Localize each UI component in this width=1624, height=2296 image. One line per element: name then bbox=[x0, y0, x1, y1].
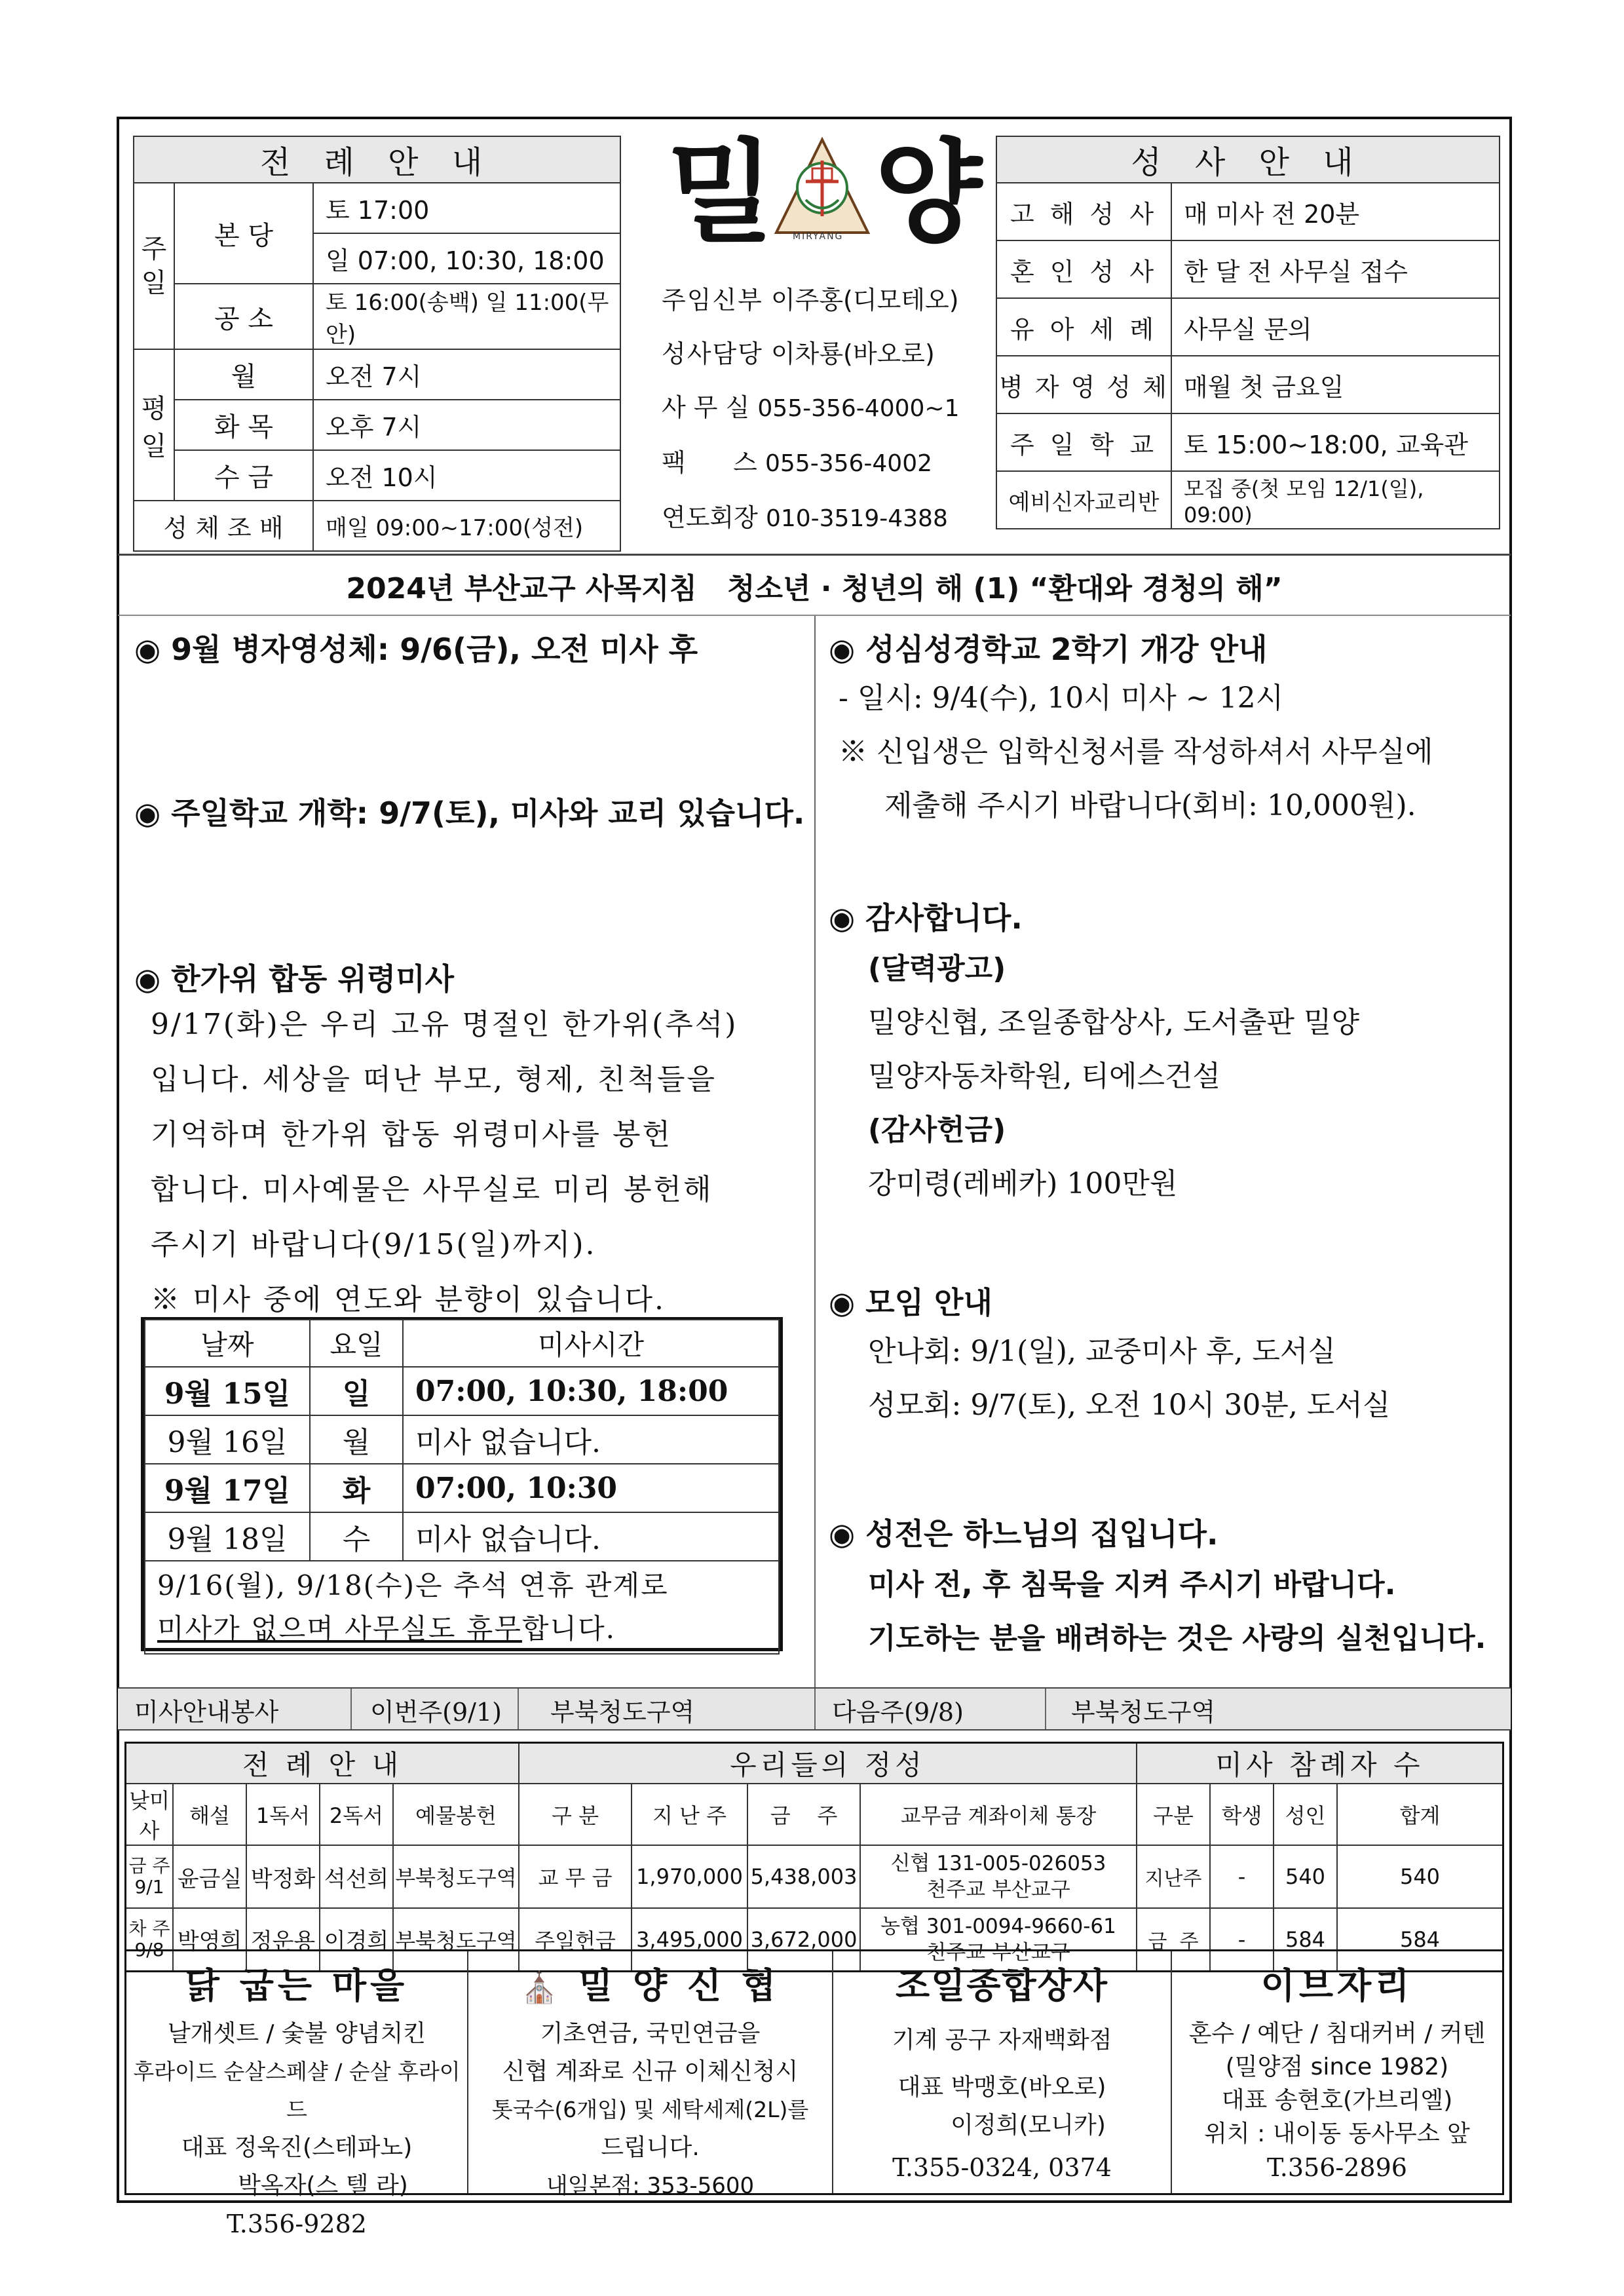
usher-this-week-label: 이번주(9/1) bbox=[370, 1698, 502, 1727]
ad-credit-union-line4: 드립니다. bbox=[601, 2134, 700, 2161]
meetings-line2: 성모회: 9/7(토), 오전 10시 30분, 도서실 bbox=[868, 1388, 1391, 1422]
ad-chicken-line4: 박옥자(스 텔 라) bbox=[238, 2172, 408, 2199]
sacrament-value-baptism: 사무실 문의 bbox=[1171, 298, 1500, 356]
sacrament-value-confession: 매 미사 전 20분 bbox=[1171, 183, 1500, 240]
row2-adults: 584 bbox=[1274, 1908, 1337, 1971]
ad-joil-phone: T.355-0324, 0374 bbox=[892, 2153, 1112, 2182]
pastor-row bbox=[662, 273, 1002, 327]
notice-church-title: ◉ 성전은 하느님의 집입니다. bbox=[829, 1516, 1218, 1552]
usher-next-week-label: 다음주(9/8) bbox=[832, 1698, 964, 1727]
usher-next-week: 부북청도구역 bbox=[1071, 1698, 1216, 1727]
row1-last-week: 1,970,000 bbox=[632, 1845, 747, 1908]
row1-category: 교 무 금 bbox=[519, 1845, 632, 1908]
row1-day: 금 주 9/1 bbox=[126, 1845, 174, 1908]
row1-offering: 부북청도구역 bbox=[393, 1845, 519, 1908]
row1-account-line1: 신협 131-005-026053 bbox=[890, 1852, 1106, 1875]
main-church-label: 본 당 bbox=[174, 183, 313, 284]
hdr-last-week: 지 난 주 bbox=[632, 1784, 747, 1845]
row2-att-label: 금 주 bbox=[1137, 1908, 1210, 1971]
assistant-row bbox=[662, 327, 1002, 381]
row2-reading1: 정운용 bbox=[246, 1908, 320, 1971]
chuseok-line-3: 기억하며 한가위 합동 위령미사를 봉헌 bbox=[151, 1118, 673, 1151]
hdr-commentary: 해설 bbox=[173, 1784, 246, 1845]
bible-school-line2: ※ 신입생은 입학신청서를 작성하셔서 사무실에 bbox=[839, 735, 1433, 769]
holiday-note-line1: 9/16(월), 9/18(수)은 추석 연휴 관계로 bbox=[157, 1569, 669, 1601]
row2-last-week: 3,495,000 bbox=[632, 1908, 747, 1971]
hdr-reading1: 1독서 bbox=[246, 1784, 320, 1845]
ad-credit-union-title bbox=[468, 1958, 832, 2008]
ad-joil-line2: 대표 박맹호(바오로) bbox=[897, 2074, 1106, 2101]
church-body bbox=[868, 1558, 1503, 1666]
sacrament-value-catechumen: 모집 중(첫 모임 12/1(일), 09:00) bbox=[1171, 471, 1500, 529]
row2-account-line1: 농협 301-0094-9660-61 bbox=[880, 1914, 1116, 1938]
pastor-name: 이주홍(디모테오) bbox=[770, 286, 959, 315]
ad-evezari bbox=[1172, 1951, 1502, 2193]
holiday-row2-time: 미사 없습니다. bbox=[403, 1415, 779, 1464]
thanks-donation-line: 강미령(레베카) 100만원 bbox=[868, 1167, 1178, 1200]
chuseok-line-1: 9/17(화)은 우리 고유 명절인 한가위(추석) bbox=[151, 1008, 738, 1041]
holiday-row4-day: 수 bbox=[310, 1512, 403, 1561]
row2-total: 584 bbox=[1337, 1908, 1503, 1971]
sacrament-label-baptism: 유 아 세 례 bbox=[996, 298, 1171, 356]
masthead-title-left: 밀 bbox=[667, 128, 775, 258]
row2-offering: 부북청도구역 bbox=[393, 1908, 519, 1971]
hdr-reading2: 2독서 bbox=[320, 1784, 393, 1845]
sacrament-label-sunday-school: 주 일 학 교 bbox=[996, 413, 1171, 471]
chuseok-line-6: ※ 미사 중에 연도와 분향이 있습니다. bbox=[151, 1283, 666, 1316]
ad-chicken-line2: 후라이드 순살스페샬 / 순살 후라이드 bbox=[133, 2059, 461, 2122]
thanks-calendar-line1: 밀양신협, 조일종합상사, 도서출판 밀양 bbox=[868, 1006, 1359, 1039]
holiday-row2-day: 월 bbox=[310, 1415, 403, 1464]
ad-joil-title: 조일종합상사 bbox=[896, 1965, 1108, 2006]
ad-credit-union-line3: 톳국수(6개입) 및 세탁세제(2L)를 bbox=[491, 2097, 809, 2122]
notice-chuseok-title: ◉ 한가위 합동 위령미사 bbox=[134, 961, 455, 997]
adoration-time: 매일 09:00~17:00(성전) bbox=[313, 501, 620, 551]
holiday-row1-date: 9월 15일 bbox=[145, 1367, 310, 1415]
holiday-row1-day: 일 bbox=[310, 1367, 403, 1415]
thanks-donation-heading: (감사헌금) bbox=[868, 1113, 1006, 1147]
usher-divider-4 bbox=[1045, 1689, 1046, 1729]
thanks-body bbox=[868, 942, 1497, 1211]
ad-credit-union-body bbox=[468, 2015, 832, 2205]
holiday-row3-date: 9월 17일 bbox=[145, 1464, 310, 1512]
ad-chicken-line1: 날개셋트 / 숯불 양념치킨 bbox=[167, 2020, 426, 2047]
assistant-label: 성사담당 bbox=[662, 339, 763, 368]
group-liturgy: 전 례 안 내 bbox=[126, 1743, 519, 1784]
sacrament-value-sick: 매월 첫 금요일 bbox=[1171, 356, 1500, 413]
hdr-account: 교무금 계좌이체 통장 bbox=[860, 1784, 1137, 1845]
thanks-calendar-heading: (달력광고) bbox=[868, 952, 1006, 985]
ad-evezari-body bbox=[1172, 2015, 1502, 2187]
hdr-this-week: 금 주 bbox=[747, 1784, 860, 1845]
sunday-label: 주일 bbox=[134, 183, 174, 349]
ad-joil-line3: 이정희(모니카) bbox=[951, 2112, 1106, 2139]
hdr-students: 학생 bbox=[1210, 1784, 1274, 1845]
logo-caption: MIRYANG bbox=[793, 231, 844, 242]
ad-joil-line1: 기계 공구 자재백화점 bbox=[892, 2027, 1112, 2054]
ad-credit-union-name: 밀 양 신 협 bbox=[578, 1965, 780, 2006]
ad-chicken-phone: T.356-9282 bbox=[227, 2210, 367, 2238]
header-divider bbox=[118, 554, 1511, 556]
ad-evezari-phone: T.356-2896 bbox=[1267, 2153, 1407, 2182]
ad-credit-union-line1: 기초연금, 국민연금을 bbox=[540, 2020, 761, 2047]
weekday-label: 평일 bbox=[134, 349, 174, 501]
fax-label: 팩 스 bbox=[662, 448, 757, 477]
ad-evezari-title: 이브자리 bbox=[1260, 1965, 1414, 2006]
row1-total: 540 bbox=[1337, 1845, 1503, 1908]
holiday-row4-time: 미사 없습니다. bbox=[403, 1512, 779, 1561]
sacrament-label-sick: 병 자 영 성 체 bbox=[996, 356, 1171, 413]
usher-this-week: 부북청도구역 bbox=[550, 1698, 695, 1727]
usher-divider-2 bbox=[518, 1689, 519, 1729]
liturgy-schedule-table bbox=[133, 136, 621, 552]
row2-this-week: 3,672,000 bbox=[747, 1908, 860, 1971]
ad-credit-union bbox=[468, 1951, 833, 2199]
row2-day: 차 주 9/8 bbox=[126, 1908, 174, 1971]
funeral-label: 연도회장 bbox=[662, 503, 758, 532]
ad-joil bbox=[833, 1951, 1172, 2193]
mon-label: 월 bbox=[174, 349, 313, 400]
mission-label: 공 소 bbox=[174, 284, 313, 349]
sat-time: 토 17:00 bbox=[313, 183, 620, 233]
masthead bbox=[649, 128, 989, 532]
ad-evezari-line4: 위치 : 내이동 동사무소 앞 bbox=[1204, 2120, 1470, 2147]
mon-time: 오전 7시 bbox=[313, 349, 620, 400]
assistant-name: 이차룡(바오로) bbox=[770, 339, 935, 368]
sacrament-value-sunday-school: 토 15:00~18:00, 교육관 bbox=[1171, 413, 1500, 471]
bible-school-line1: - 일시: 9/4(수), 10시 미사 ~ 12시 bbox=[839, 681, 1284, 715]
masthead-title-right: 양 bbox=[875, 128, 983, 258]
office-phone: 055-356-4000~1 bbox=[757, 395, 960, 422]
hdr-offering: 예물봉헌 bbox=[393, 1784, 519, 1845]
ad-credit-union-line2: 신협 계좌로 신규 이체신청시 bbox=[502, 2058, 799, 2085]
chuseok-line-4: 합니다. 미사예물은 사무실로 미리 봉헌해 bbox=[151, 1173, 713, 1206]
tue-thu-time: 오후 7시 bbox=[313, 400, 620, 450]
holiday-mass-table bbox=[144, 1319, 780, 1655]
sun-time: 일 07:00, 10:30, 18:00 bbox=[313, 233, 620, 284]
holiday-row2-date: 9월 16일 bbox=[145, 1415, 310, 1464]
notice-bible-school-title: ◉ 성심성경학교 2학기 개강 안내 bbox=[829, 632, 1268, 667]
table-row bbox=[126, 1845, 1503, 1908]
church-line2: 기도하는 분을 배려하는 것은 사랑의 실천입니다. bbox=[868, 1622, 1486, 1655]
bible-school-body bbox=[839, 672, 1507, 833]
sacrament-label-catechumen: 예비신자교리반 bbox=[996, 471, 1171, 529]
usher-divider-1 bbox=[350, 1689, 352, 1729]
hdr-category: 구 분 bbox=[519, 1784, 632, 1845]
row1-att-label: 지난주 bbox=[1137, 1845, 1210, 1908]
notice-sick-communion: ◉ 9월 병자영성체: 9/6(금), 오전 미사 후 bbox=[134, 632, 698, 667]
funeral-row bbox=[662, 491, 1002, 546]
adoration-label: 성 체 조 배 bbox=[134, 501, 313, 551]
holiday-row3-time: 07:00, 10:30 bbox=[403, 1464, 779, 1512]
pastor-label: 주임신부 bbox=[662, 286, 763, 315]
sacrament-value-marriage: 한 달 전 사무실 접수 bbox=[1171, 240, 1500, 298]
notice-meetings-title: ◉ 모임 안내 bbox=[829, 1285, 992, 1320]
bible-school-line3: 제출해 주시기 바랍니다(회비: 10,000원). bbox=[884, 789, 1416, 822]
ad-joil-body bbox=[833, 2021, 1171, 2187]
sacrament-label-confession: 고 해 성 사 bbox=[996, 183, 1171, 240]
row1-this-week: 5,438,003 bbox=[747, 1845, 860, 1908]
row1-account bbox=[860, 1845, 1137, 1908]
pastoral-banner: 2024년 부산교구 사목지침 청소년 · 청년의 해 (1) “환대와 경청의 해” bbox=[346, 572, 1283, 605]
fax-number: 055-356-4002 bbox=[765, 450, 933, 477]
ad-chicken-title: 닭 굽는 마을 bbox=[185, 1965, 409, 2006]
ads-row bbox=[124, 1949, 1504, 2238]
group-attendance: 미사 참례자 수 bbox=[1137, 1743, 1503, 1784]
row1-account-line2: 천주교 부산교구 bbox=[926, 1878, 1070, 1902]
funeral-phone: 010-3519-4388 bbox=[765, 505, 948, 532]
holiday-note-line2 bbox=[157, 1607, 778, 1651]
row2-commentary: 박영희 bbox=[173, 1908, 246, 1971]
chuseok-line-5: 주시기 바랍니다(9/15(일)까지). bbox=[151, 1228, 597, 1261]
ad-chicken-line3: 대표 정욱진(스테파노) bbox=[181, 2134, 413, 2161]
mission-time: 토 16:00(송백) 일 11:00(무안) bbox=[313, 284, 620, 349]
holiday-header-day: 요일 bbox=[310, 1320, 403, 1367]
holiday-note-tail: 합니다. bbox=[521, 1613, 616, 1645]
holiday-row4-date: 9월 18일 bbox=[145, 1512, 310, 1561]
row2-category: 주일헌금 bbox=[519, 1908, 632, 1971]
office-label: 사 무 실 bbox=[662, 393, 750, 422]
sacrament-title: 성 사 안 내 bbox=[996, 136, 1500, 183]
tue-thu-label: 화 목 bbox=[174, 400, 313, 450]
row1-commentary: 윤금실 bbox=[173, 1845, 246, 1908]
usher-divider-3 bbox=[814, 1689, 816, 1729]
wed-fri-label: 수 금 bbox=[174, 450, 313, 501]
ad-chicken-body bbox=[126, 2015, 467, 2243]
thanks-calendar-line2: 밀양자동차학원, 티에스건설 bbox=[868, 1060, 1221, 1093]
row1-reading1: 박정화 bbox=[246, 1845, 320, 1908]
meetings-line1: 안나회: 9/1(일), 교중미사 후, 도서실 bbox=[868, 1335, 1336, 1368]
ad-evezari-line2: (밀양점 since 1982) bbox=[1225, 2054, 1449, 2080]
row1-adults: 540 bbox=[1274, 1845, 1337, 1908]
staff-list bbox=[662, 273, 1002, 546]
holiday-row1-time: 07:00, 10:30, 18:00 bbox=[403, 1367, 779, 1415]
row2-account-line2: 천주교 부산교구 bbox=[926, 1940, 1070, 1964]
ministry-finance-table bbox=[124, 1742, 1504, 1972]
holiday-header-time: 미사시간 bbox=[403, 1320, 779, 1367]
credit-union-logo-icon: ⛪ bbox=[520, 1970, 563, 2005]
row1-students: - bbox=[1210, 1845, 1274, 1908]
wed-fri-time: 오전 10시 bbox=[313, 450, 620, 501]
row2-students: - bbox=[1210, 1908, 1274, 1971]
usher-label: 미사안내봉사 bbox=[134, 1698, 279, 1727]
office-row bbox=[662, 381, 1002, 436]
hdr-total: 합계 bbox=[1337, 1784, 1503, 1845]
row2-reading2: 이경희 bbox=[320, 1908, 393, 1971]
holiday-header-date: 날짜 bbox=[145, 1320, 310, 1367]
ad-credit-union-phone: 내일본점: 353-5600 bbox=[546, 2173, 755, 2199]
column-divider bbox=[814, 616, 816, 1700]
notice-sunday-school: ◉ 주일학교 개학: 9/7(토), 미사와 교리 있습니다. bbox=[134, 795, 805, 831]
hdr-day: 낮미사 bbox=[126, 1784, 174, 1845]
chuseok-line-2: 입니다. 세상을 떠난 부모, 형제, 친척들을 bbox=[151, 1063, 717, 1096]
hdr-att-category: 구분 bbox=[1137, 1784, 1210, 1845]
ad-evezari-line3: 대표 송현호(가브리엘) bbox=[1221, 2087, 1453, 2114]
row1-reading2: 석선희 bbox=[320, 1845, 393, 1908]
group-offerings: 우리들의 정성 bbox=[519, 1743, 1137, 1784]
fax-row bbox=[662, 436, 1002, 491]
holiday-note bbox=[145, 1561, 779, 1654]
chuseok-body bbox=[151, 997, 806, 1328]
liturgy-title: 전 례 안 내 bbox=[134, 136, 620, 183]
holiday-row3-day: 화 bbox=[310, 1464, 403, 1512]
ad-chicken bbox=[126, 1951, 468, 2238]
meetings-body bbox=[868, 1325, 1497, 1432]
ad-evezari-line1: 혼수 / 예단 / 침대커버 / 커텐 bbox=[1188, 2020, 1486, 2047]
church-line1: 미사 전, 후 침묵을 지켜 주시기 바랍니다. bbox=[868, 1568, 1396, 1601]
notice-thanks-title: ◉ 감사합니다. bbox=[829, 900, 1023, 936]
hdr-adults: 성인 bbox=[1274, 1784, 1337, 1845]
sacrament-table bbox=[996, 136, 1500, 529]
holiday-note-underlined: 미사가 없으며 사무실도 휴무 bbox=[157, 1613, 522, 1645]
sacrament-label-marriage: 혼 인 성 사 bbox=[996, 240, 1171, 298]
holiday-mass-box bbox=[141, 1317, 783, 1651]
